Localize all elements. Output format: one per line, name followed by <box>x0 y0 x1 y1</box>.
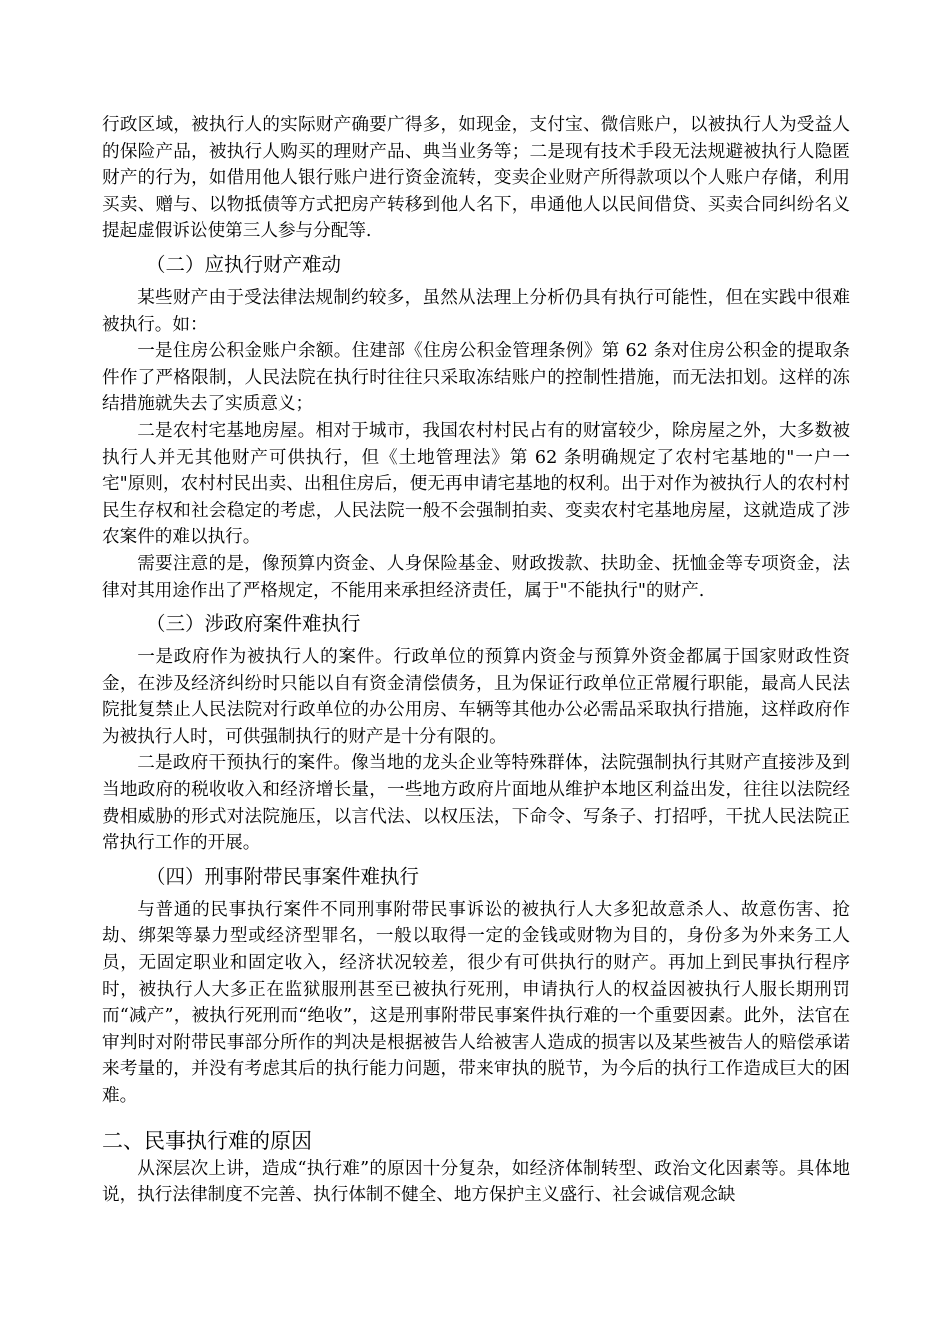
heading-property-hard-to-move: （二）应执行财产难动 <box>146 252 342 276</box>
paragraph-criminal-civil: 与普通的民事执行案件不同刑事附带民事诉讼的被执行人大多犯故意杀人、故意伤害、抢劫、绑架等暴力型或经济型罪名，一般以取得一定的金钱或财物为目的，身份多为外来务工人员，无固定职业和固定收入，经济状况较差，很少有可供执行的财产。再加上到民事执行程序时，被执行人大多正在监狱服刑甚至已被执行死刑，申请执行人的权益因被执行人服长期刑罚而“减产”，被执行死刑而“绝收”，这是刑事附带民事案件执行难的一个重要因素。此外，法官在审判时对附带民事部分所作的判决是根据被告人给被害人造成的损害以及某些被告人的赔偿承诺来考量的，并没有考虑其后的执行能力问题，带来审执的脱节，为今后的执行工作造成巨大的困难。 <box>102 899 850 1106</box>
paragraph-housing-fund: 一是住房公积金账户余额。住建部《住房公积金管理条例》第 62 条对住房公积金的提取条件作了严格限制，人民法院在执行时往往只采取冻结账户的控制性措施，而无法扣划。这样的冻结措施就失去了实质意义； <box>102 341 850 415</box>
paragraph-rural-homestead: 二是农村宅基地房屋。相对于城市，我国农村村民占有的财富较少，除房屋之外，大多数被执行人并无其他财产可供执行，但《土地管理法》第 62 条明确规定了农村宅基地的"一户一宅"原则，农村村民出卖、出租住房后，便无再申请宅基地的权利。出于对作为被执行人的农村村民生存权和社会稳定的考虑，人民法院一般不会强制拍卖、变卖农村宅基地房屋，这就造成了涉农案件的难以执行。 <box>102 420 850 548</box>
heading-government-cases: （三）涉政府案件难执行 <box>146 612 361 636</box>
paragraph-government-interference: 二是政府干预执行的案件。像当地的龙头企业等特殊群体，法院强制执行其财产直接涉及到当地政府的税收收入和经济增长量，一些地方政府片面地从维护本地区利益出发，往往以法院经费相威胁的形式对法院施压，以言代法、以权压法，下命令、写条子、打招呼，干扰人民法院正常执行工作的开展。 <box>102 753 850 854</box>
document-page <box>102 112 850 1209</box>
paragraph-government-as-defendant: 一是政府作为被执行人的案件。行政单位的预算内资金与预算外资金都属于国家财政性资金，在涉及经济纠纷时只能以自有资金清偿债务，且为保证行政单位正常履行职能，最高人民法院批复禁止人民法院对行政单位的办公用房、车辆等其他办公必需品采取执行措施，这样政府作为被执行人时，可供强制执行的财产是十分有限的。 <box>102 647 850 747</box>
section-heading-causes: 二、民事执行难的原因 <box>102 1128 312 1153</box>
paragraph-intro: 行政区域，被执行人的实际财产确要广得多，如现金，支付宝、微信账户，以被执行人为受益人的保险产品，被执行人购买的理财产品、典当业务等；二是现有技术手段无法规避被执行人隐匿财产的行为，如借用他人银行账户进行资金流转，变卖企业财产所得款项以个人账户存储，利用买卖、赠与、以物抵债等方式把房产转移到他人名下，串通他人以民间借贷、买卖合同纠纷名义提起虚假诉讼使第三人参与分配等. <box>102 115 850 242</box>
paragraph-special-funds: 需要注意的是，像预算内资金、人身保险基金、财政拨款、扶助金、抚恤金等专项资金，法律对其用途作出了严格规定，不能用来承担经济责任，属于"不能执行"的财产. <box>102 553 850 601</box>
paragraph-causes: 从深层次上讲，造成“执行难”的原因十分复杂，如经济体制转型、政治文化因素等。具体地说，执行法律制度不完善、执行体制不健全、地方保护主义盛行、社会诚信观念缺 <box>102 1158 850 1206</box>
paragraph-restricted-property: 某些财产由于受法律法规制约较多，虽然从法理上分析仍具有执行可能性，但在实践中很难被执行。如： <box>102 287 850 335</box>
heading-criminal-civil-cases: （四）刑事附带民事案件难执行 <box>146 864 420 888</box>
